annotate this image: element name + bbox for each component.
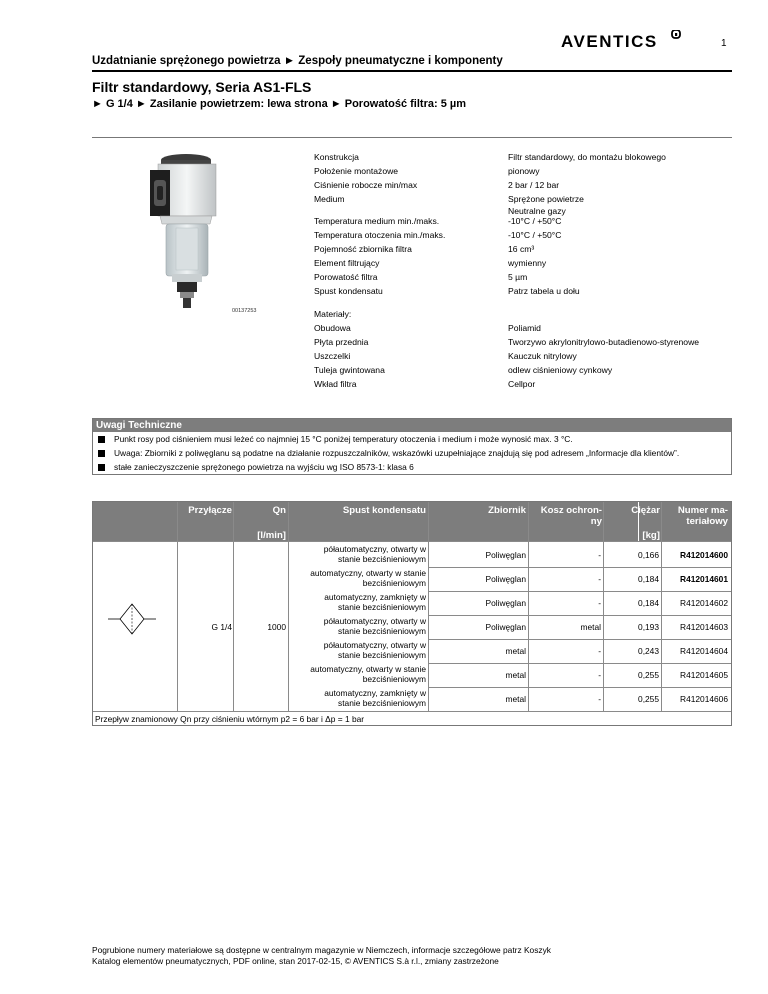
weight-value: 0,193: [638, 622, 659, 632]
bowl-guard: -: [598, 646, 601, 656]
weight-value: 0,184: [638, 574, 659, 584]
spec-value: Patrz tabela u dołu: [508, 286, 580, 296]
bullet-square-icon: [98, 450, 105, 457]
bowl-guard: -: [598, 670, 601, 680]
drain-text-line2: stanie bezciśnieniowym: [338, 602, 426, 612]
table-row-divider: [93, 711, 731, 712]
drain-text-line1: automatyczny, zamknięty w: [324, 592, 426, 602]
spec-label: Temperatura medium min./maks.: [314, 216, 440, 226]
bowl-material: Poliwęglan: [485, 598, 526, 608]
footer-line-1: Pogrubione numery materiałowe są dostępne w centralnym magazynie w Niemczech, informacje szczegółowe patrz Koszyk: [92, 945, 551, 955]
table-column-divider: [603, 502, 604, 711]
material-number: R412014603: [680, 622, 728, 632]
page-title: Filtr standardowy, Seria AS1-FLS: [92, 79, 312, 95]
col-header-guard-line1: Kosz ochron-: [540, 505, 602, 516]
material-value: odlew ciśnieniowy cynkowy: [508, 365, 613, 375]
spec-value: 5 µm: [508, 272, 528, 282]
image-code: 00137253: [232, 308, 257, 314]
breadcrumb: Uzdatnianie sprężonego powietrza ► Zespoły pneumatyczne i komponenty: [92, 55, 503, 67]
table-column-divider: [233, 502, 234, 711]
spec-value: pionowy: [508, 166, 540, 176]
spec-label: Konstrukcja: [314, 152, 359, 162]
spec-label: Położenie montażowe: [314, 166, 399, 176]
unit-qn: [l/min]: [257, 530, 286, 541]
technical-notes-heading: Uwagi Techniczne: [93, 419, 731, 432]
spec-label: Element filtrujący: [314, 258, 380, 268]
drain-text-line1: automatyczny, otwarty w stanie: [310, 568, 426, 578]
col-header-qn: Qn: [272, 505, 286, 516]
brand-wordmark: AVENTICS: [561, 32, 658, 50]
weight-value: 0,255: [638, 670, 659, 680]
table-column-divider: [428, 502, 429, 711]
col-header-material: [664, 505, 728, 527]
table-row-divider: [428, 567, 731, 568]
material-number: R412014602: [680, 598, 728, 608]
drain-text-line1: półautomatyczny, otwarty w: [323, 544, 426, 554]
drain-text-line2: bezciśnieniowym: [362, 674, 426, 684]
material-label: Uszczelki: [314, 351, 351, 361]
material-number: R412014605: [680, 670, 728, 680]
technical-note: [98, 462, 414, 473]
material-label: Tuleja gwintowana: [314, 365, 385, 375]
technical-note-text: Punkt rosy pod ciśnieniem musi leżeć co najmniej 15 °C poniżej temperatury otoczenia i medium i może wynosić max. 3 °C.: [114, 434, 573, 444]
bowl-material: metal: [505, 670, 526, 680]
technical-note-text: stałe zanieczyszczenie sprężonego powietrza na wyjściu wg ISO 8573-1: klasa 6: [114, 462, 414, 472]
col-header-material-line2: teriałowy: [686, 516, 728, 527]
technical-note: [98, 448, 679, 459]
spec-value: wymienny: [508, 258, 547, 268]
spec-value: -10°C / +50°C: [508, 216, 562, 226]
col-header-drain: Spust kondensatu: [342, 505, 426, 516]
bowl-material: Poliwęglan: [485, 550, 526, 560]
material-value: Cellpor: [508, 379, 536, 389]
weight-value: 0,243: [638, 646, 659, 656]
material-number: R412014606: [680, 694, 728, 704]
material-number: R412014604: [680, 646, 728, 656]
col-header-material-line1: Numer ma-: [677, 505, 728, 516]
table-row-divider: [428, 591, 731, 592]
spec-label: Medium: [314, 194, 345, 204]
bowl-guard: -: [598, 598, 601, 608]
bowl-material: Poliwęglan: [485, 574, 526, 584]
material-value: Kauczuk nitrylowy: [508, 351, 577, 361]
bullet-square-icon: [98, 436, 105, 443]
table-column-divider: [177, 502, 178, 711]
drain-text-line1: półautomatyczny, otwarty w: [323, 616, 426, 626]
bowl-guard: metal: [580, 622, 601, 632]
filter-unit-photo: [150, 150, 230, 310]
material-label: Obudowa: [314, 323, 351, 333]
material-label: Wkład filtra: [314, 379, 357, 389]
technical-note: [98, 434, 573, 445]
drain-text-line2: stanie bezciśnieniowym: [338, 698, 426, 708]
footer-line-2: Katalog elementów pneumatycznych, PDF online, stan 2017-02-15, © AVENTICS S.à r.l., zmiany zastrzeżone: [92, 956, 499, 966]
bowl-guard: -: [598, 574, 601, 584]
technical-note-text: Uwaga: Zbiorniki z poliwęglanu są podatne na działanie rozpuszczalników, wskazówki uzupełniające znajdują się pod adresem „Informacje dla klientów”.: [114, 448, 680, 458]
qn-value: 1000: [267, 622, 286, 632]
materials-heading: Materiały:: [314, 309, 352, 319]
section-divider: [92, 137, 732, 138]
bowl-material: metal: [505, 646, 526, 656]
col-header-port: Przyłącze: [188, 505, 232, 516]
bowl-guard: -: [598, 550, 601, 560]
col-header-guard-line2: ny: [590, 516, 602, 527]
table-row-divider: [428, 687, 731, 688]
col-header-guard: [529, 505, 602, 527]
drain-text-line2: stanie bezciśnieniowym: [338, 554, 426, 564]
spec-value: 16 cm³: [508, 244, 535, 254]
weight-value: 0,184: [638, 598, 659, 608]
material-label: Płyta przednia: [314, 337, 369, 347]
table-header-blank: [93, 502, 177, 541]
material-value: Poliamid: [508, 323, 541, 333]
spec-value: 2 bar / 12 bar: [508, 180, 560, 190]
unit-weight: [kg]: [642, 530, 660, 541]
drain-text-line2: stanie bezciśnieniowym: [338, 650, 426, 660]
weight-value: 0,255: [638, 694, 659, 704]
page-subtitle: ► G 1/4 ► Zasilanie powietrzem: lewa strona ► Porowatość filtra: 5 µm: [92, 98, 466, 110]
aventics-logo: [561, 30, 681, 50]
material-number: R412014600: [680, 550, 728, 560]
table-row-divider: [428, 663, 731, 664]
drain-text-line1: automatyczny, otwarty w stanie: [310, 664, 426, 674]
bowl-material: metal: [505, 694, 526, 704]
bowl-guard: -: [598, 694, 601, 704]
spec-value: Sprężone powietrze Neutralne gazy: [508, 194, 584, 216]
weight-value: 0,166: [638, 550, 659, 560]
drain-text-line2: bezciśnieniowym: [362, 578, 426, 588]
col-header-weight: Ciężar: [631, 505, 660, 516]
spec-label: Temperatura otoczenia min./maks.: [314, 230, 446, 240]
table-footnote: Przepływ znamionowy Qn przy ciśnieniu wtórnym p2 = 6 bar i Δp = 1 bar: [95, 714, 365, 724]
drain-text-line1: półautomatyczny, otwarty w: [323, 640, 426, 650]
brand-mark-icon: [672, 30, 680, 38]
spec-label: Porowatość filtra: [314, 272, 378, 282]
material-value: Tworzywo akrylonitrylowo-butadienowo-styrenowe: [508, 337, 700, 347]
table-row-divider: [428, 615, 731, 616]
spec-label: Ciśnienie robocze min/max: [314, 180, 418, 190]
drain-text-line2: stanie bezciśnieniowym: [338, 626, 426, 636]
filter-symbol-icon: [108, 602, 156, 636]
spec-value: -10°C / +50°C: [508, 230, 562, 240]
bowl-material: Poliwęglan: [485, 622, 526, 632]
page-number: 1: [721, 38, 727, 49]
table-row-divider: [428, 639, 731, 640]
material-number: R412014601: [680, 574, 728, 584]
spec-label: Pojemność zbiornika filtra: [314, 244, 412, 254]
table-column-divider: [661, 502, 662, 711]
spec-value: Filtr standardowy, do montażu blokowego: [508, 152, 666, 162]
drain-text-line1: automatyczny, zamknięty w: [324, 688, 426, 698]
spec-label: Spust kondensatu: [314, 286, 383, 296]
table-row-divider: [93, 541, 731, 542]
port-value: G 1/4: [211, 622, 232, 632]
col-header-bowl: Zbiornik: [488, 505, 526, 516]
header-rule: [92, 70, 732, 72]
bullet-square-icon: [98, 464, 105, 471]
